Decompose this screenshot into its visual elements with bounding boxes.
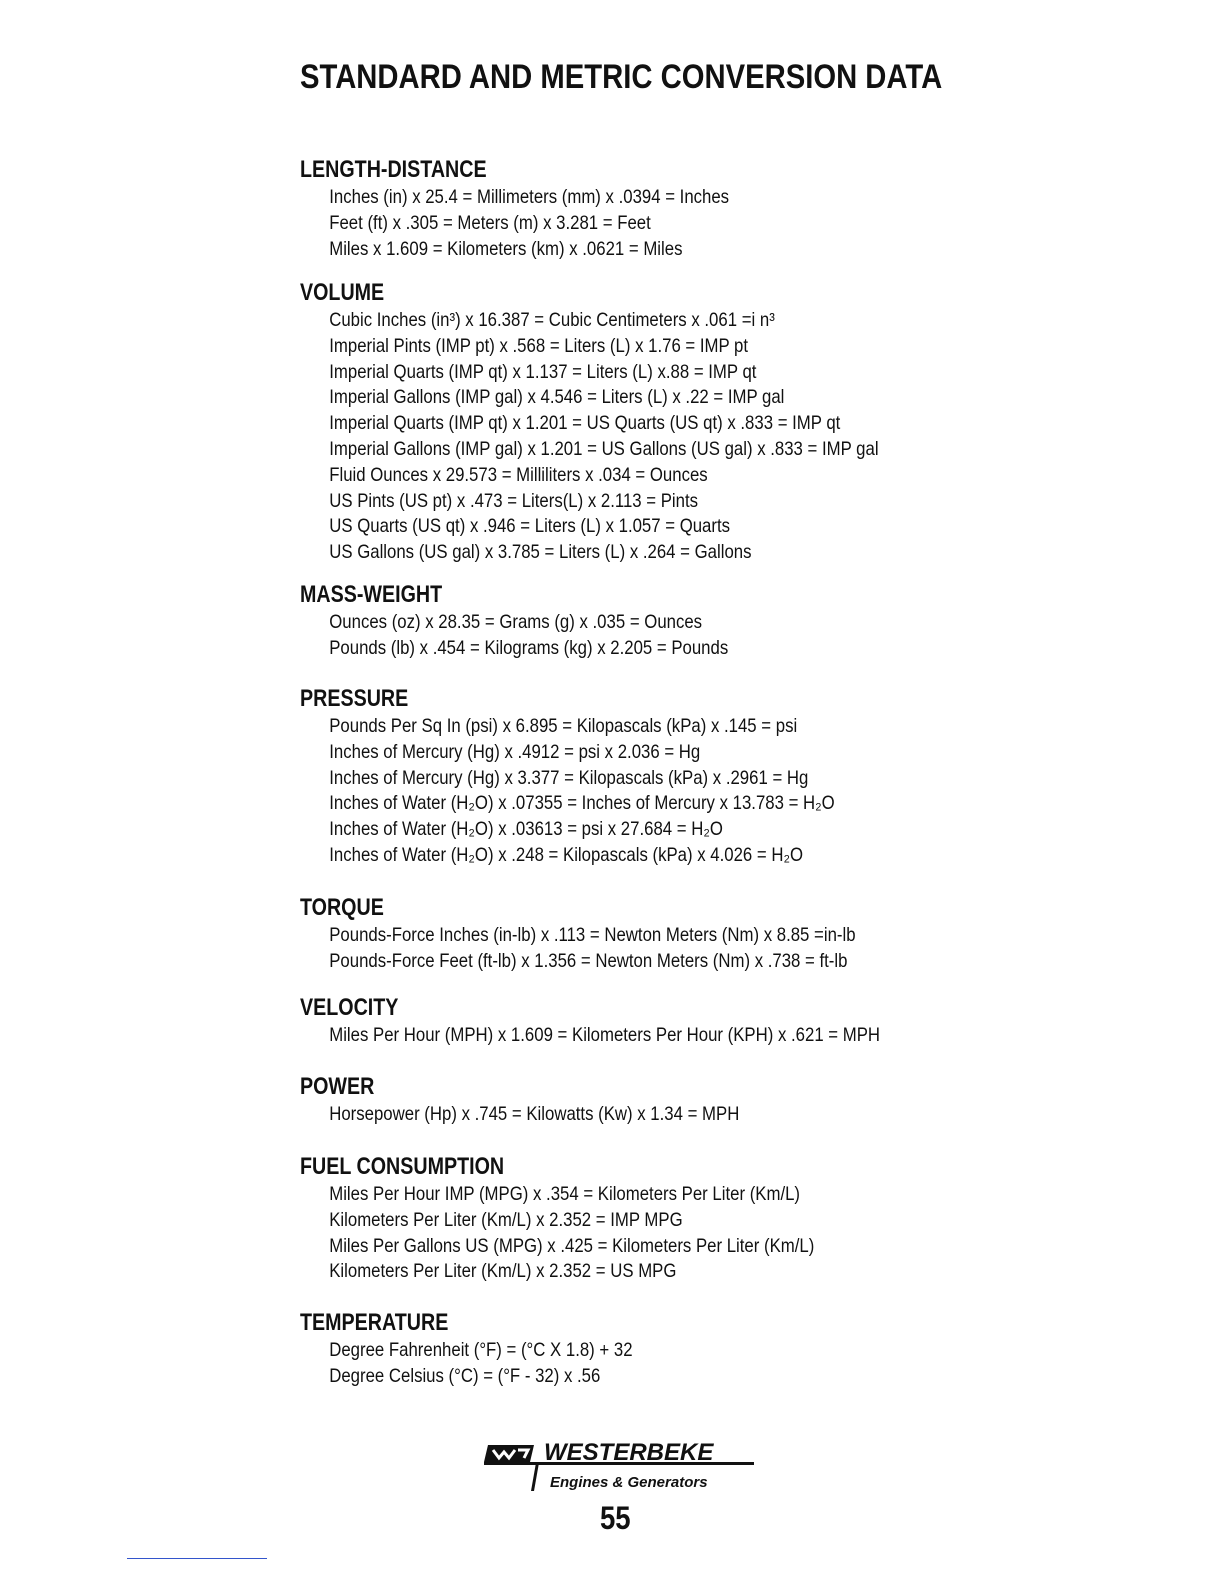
- conversion-line: Horsepower (Hp) x .745 = Kilowatts (Kw) x 1.34 = MPH: [329, 1103, 740, 1125]
- conversion-list: [300, 714, 922, 869]
- section-velocity: [300, 993, 974, 1049]
- section-fuel-consumption: [300, 1152, 898, 1285]
- conversion-list: [300, 610, 798, 662]
- conversion-line: Imperial Gallons (IMP gal) x 4.546 = Liters (L) x .22 = IMP gal: [329, 386, 785, 409]
- conversion-line: Imperial Quarts (IMP qt) x 1.201 = US Quarts (US qt) x .833 = IMP qt: [329, 412, 841, 435]
- conversion-list: [300, 1338, 687, 1390]
- conversion-line: Feet (ft) x .305 = Meters (m) x 3.281 = Feet: [329, 211, 651, 234]
- conversion-line: Pounds-Force Feet (ft-lb) x 1.356 = Newton Meters (Nm) x .738 = ft-lb: [329, 949, 848, 972]
- section-temperature: [300, 1308, 687, 1390]
- conversion-line: US Quarts (US qt) x .946 = Liters (L) x 1.057 = Quarts: [329, 515, 731, 538]
- conversion-list: [300, 923, 946, 975]
- section-heading: POWER: [300, 1073, 375, 1100]
- conversion-line: Imperial Gallons (IMP gal) x 1.201 = US Gallons (US gal) x .833 = IMP gal: [329, 437, 879, 460]
- conversion-line: Inches of Mercury (Hg) x 3.377 = Kilopascals (kPa) x .2961 = Hg: [329, 766, 809, 789]
- conversion-line: US Gallons (US gal) x 3.785 = Liters (L) x .264 = Gallons: [329, 541, 752, 564]
- section-pressure: [300, 684, 922, 869]
- section-heading: VOLUME: [300, 279, 385, 306]
- conversion-line: Imperial Pints (IMP pt) x .568 = Liters (L) x 1.76 = IMP pt: [329, 334, 749, 357]
- conversion-line: Degree Celsius (°C) = (°F - 32) x .56: [329, 1364, 601, 1387]
- conversion-line: Ounces (oz) x 28.35 = Grams (g) x .035 = Ounces: [329, 611, 703, 633]
- logo-tagline: Engines & Generators: [550, 1474, 708, 1491]
- page-number: 55: [600, 1500, 631, 1536]
- section-length-distance: [300, 155, 799, 262]
- conversion-line: Pounds-Force Inches (in-lb) x .113 = Newton Meters (Nm) x 8.85 =in-lb: [329, 924, 856, 946]
- westerbeke-logo: [484, 1440, 754, 1500]
- section-heading: TEMPERATURE: [300, 1309, 449, 1336]
- conversion-line: Cubic Inches (in³) x 16.387 = Cubic Centimeters x .061 =i n³: [329, 309, 775, 331]
- conversion-line: Pounds (lb) x .454 = Kilograms (kg) x 2.205 = Pounds: [329, 636, 729, 659]
- footer-rule: [127, 1558, 267, 1559]
- conversion-list: [300, 185, 799, 262]
- conversion-line: Inches of Water (H₂O) x .07355 = Inches of Mercury x 13.783 = H₂O: [329, 792, 835, 815]
- section-volume: [300, 278, 973, 566]
- conversion-line: Inches of Mercury (Hg) x .4912 = psi x 2.036 = Hg: [329, 740, 701, 763]
- logo-brand: WESTERBEKE: [544, 1440, 714, 1466]
- section-mass-weight: [300, 580, 798, 662]
- conversion-list: [300, 308, 973, 566]
- conversion-line: Degree Fahrenheit (°F) = (°C X 1.8) + 32: [329, 1339, 633, 1361]
- conversion-list: [300, 1102, 811, 1128]
- conversion-line: Fluid Ounces x 29.573 = Milliliters x .034 = Ounces: [329, 463, 708, 486]
- conversion-line: Kilometers Per Liter (Km/L) x 2.352 = IMP MPG: [329, 1208, 683, 1231]
- section-heading: VELOCITY: [300, 994, 399, 1021]
- conversion-line: Imperial Quarts (IMP qt) x 1.137 = Liters (L) x.88 = IMP qt: [329, 360, 757, 383]
- section-heading: TORQUE: [300, 894, 384, 921]
- conversion-line: Miles Per Hour IMP (MPG) x .354 = Kilometers Per Liter (Km/L): [329, 1183, 801, 1205]
- section-heading: FUEL CONSUMPTION: [300, 1153, 505, 1180]
- conversion-line: Miles x 1.609 = Kilometers (km) x .0621 = Miles: [329, 237, 683, 260]
- conversion-line: Inches of Water (H₂O) x .03613 = psi x 27.684 = H₂O: [329, 818, 723, 841]
- conversion-list: [300, 1182, 898, 1285]
- conversion-line: Miles Per Hour (MPH) x 1.609 = Kilometers Per Hour (KPH) x .621 = MPH: [329, 1024, 881, 1046]
- conversion-line: Kilometers Per Liter (Km/L) x 2.352 = US MPG: [329, 1260, 677, 1283]
- conversion-line: Inches of Water (H₂O) x .248 = Kilopascals (kPa) x 4.026 = H₂O: [329, 843, 804, 866]
- section-torque: [300, 893, 946, 975]
- section-heading: PRESSURE: [300, 685, 409, 712]
- conversion-line: US Pints (US pt) x .473 = Liters(L) x 2.113 = Pints: [329, 489, 699, 512]
- page-title: STANDARD AND METRIC CONVERSION DATA: [300, 58, 943, 96]
- section-heading: MASS-WEIGHT: [300, 581, 443, 608]
- conversion-line: Miles Per Gallons US (MPG) x .425 = Kilometers Per Liter (Km/L): [329, 1234, 815, 1257]
- conversion-line: Pounds Per Sq In (psi) x 6.895 = Kilopascals (kPa) x .145 = psi: [329, 715, 798, 737]
- conversion-line: Inches (in) x 25.4 = Millimeters (mm) x .0394 = Inches: [329, 186, 730, 208]
- conversion-list: [300, 1023, 974, 1049]
- section-heading: LENGTH-DISTANCE: [300, 156, 487, 183]
- section-power: [300, 1072, 811, 1128]
